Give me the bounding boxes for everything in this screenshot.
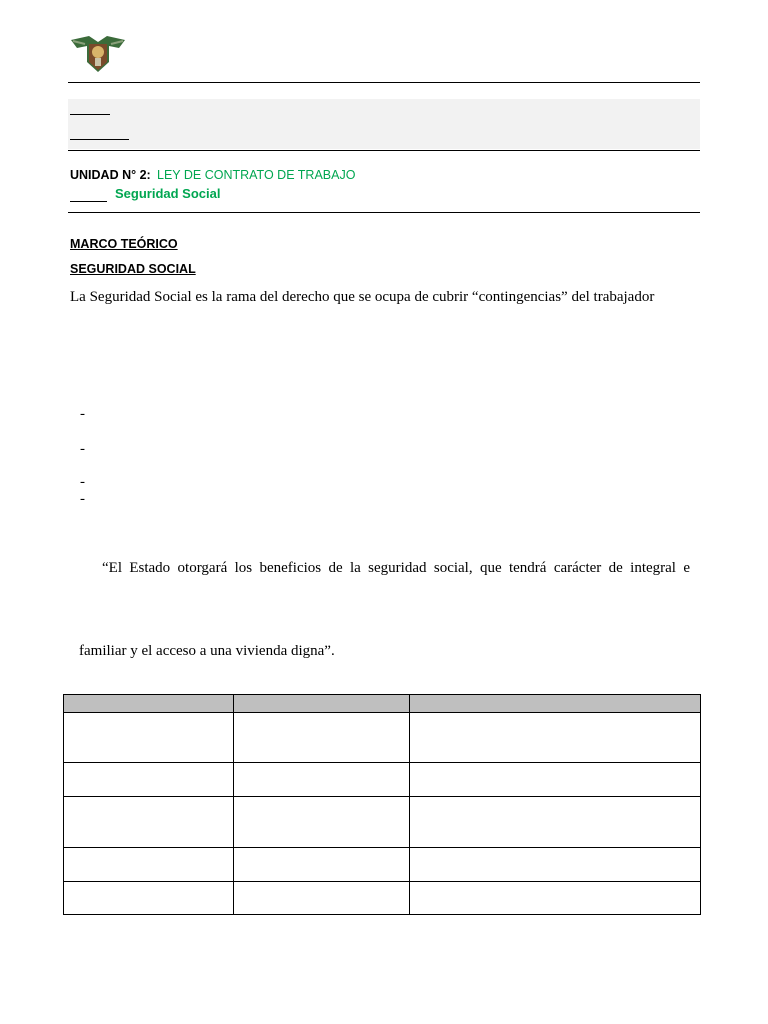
- quote-line-1: “El Estado otorgará los beneficios de la seguridad social, que tendrá carácter de integral e: [102, 560, 690, 576]
- table-row: [64, 848, 701, 882]
- unit-subtitle: Seguridad Social: [115, 186, 221, 201]
- table-cell[interactable]: [410, 882, 701, 915]
- blank-table: [63, 694, 701, 915]
- unit-label: UNIDAD N° 2:: [70, 168, 151, 182]
- table-cell[interactable]: [64, 848, 234, 882]
- list-item: -: [80, 491, 85, 507]
- table-row: [64, 882, 701, 915]
- table-header-cell: [410, 695, 701, 713]
- paragraph-intro: La Seguridad Social es la rama del derecho que se ocupa de cubrir “contingencias” del trabajador: [70, 289, 655, 305]
- table-cell[interactable]: [233, 848, 410, 882]
- blank-field-3[interactable]: [70, 201, 107, 202]
- table-cell[interactable]: [64, 797, 234, 848]
- table-cell[interactable]: [64, 713, 234, 763]
- table-header-row: [64, 695, 701, 713]
- quote-line-2: familiar y el acceso a una vivienda digna”.: [79, 643, 335, 659]
- section-rule: [68, 212, 700, 213]
- header-rule: [68, 82, 700, 83]
- table-cell[interactable]: [410, 763, 701, 797]
- institution-logo: [69, 32, 127, 76]
- coat-of-arms-icon: [69, 32, 127, 76]
- table-cell[interactable]: [410, 713, 701, 763]
- table-cell[interactable]: [64, 882, 234, 915]
- blank-field-1[interactable]: [70, 114, 110, 115]
- list-item: -: [80, 441, 85, 457]
- table-cell[interactable]: [233, 713, 410, 763]
- table-cell[interactable]: [233, 763, 410, 797]
- list-item: -: [80, 406, 85, 422]
- unit-title: LEY DE CONTRATO DE TRABAJO: [157, 168, 356, 182]
- table-header-cell: [64, 695, 234, 713]
- list-item: -: [80, 474, 85, 490]
- heading-marco-teorico: MARCO TEÓRICO: [70, 237, 178, 251]
- table-cell[interactable]: [410, 848, 701, 882]
- table-cell[interactable]: [64, 763, 234, 797]
- student-info-band: [68, 99, 700, 149]
- table-row: [64, 763, 701, 797]
- heading-seguridad-social: SEGURIDAD SOCIAL: [70, 262, 196, 276]
- table-header-cell: [233, 695, 410, 713]
- band-bottom-rule: [68, 150, 700, 151]
- table-row: [64, 713, 701, 763]
- table-cell[interactable]: [233, 882, 410, 915]
- table-cell[interactable]: [410, 797, 701, 848]
- blank-field-2[interactable]: [70, 139, 129, 140]
- table-row: [64, 797, 701, 848]
- table-cell[interactable]: [233, 797, 410, 848]
